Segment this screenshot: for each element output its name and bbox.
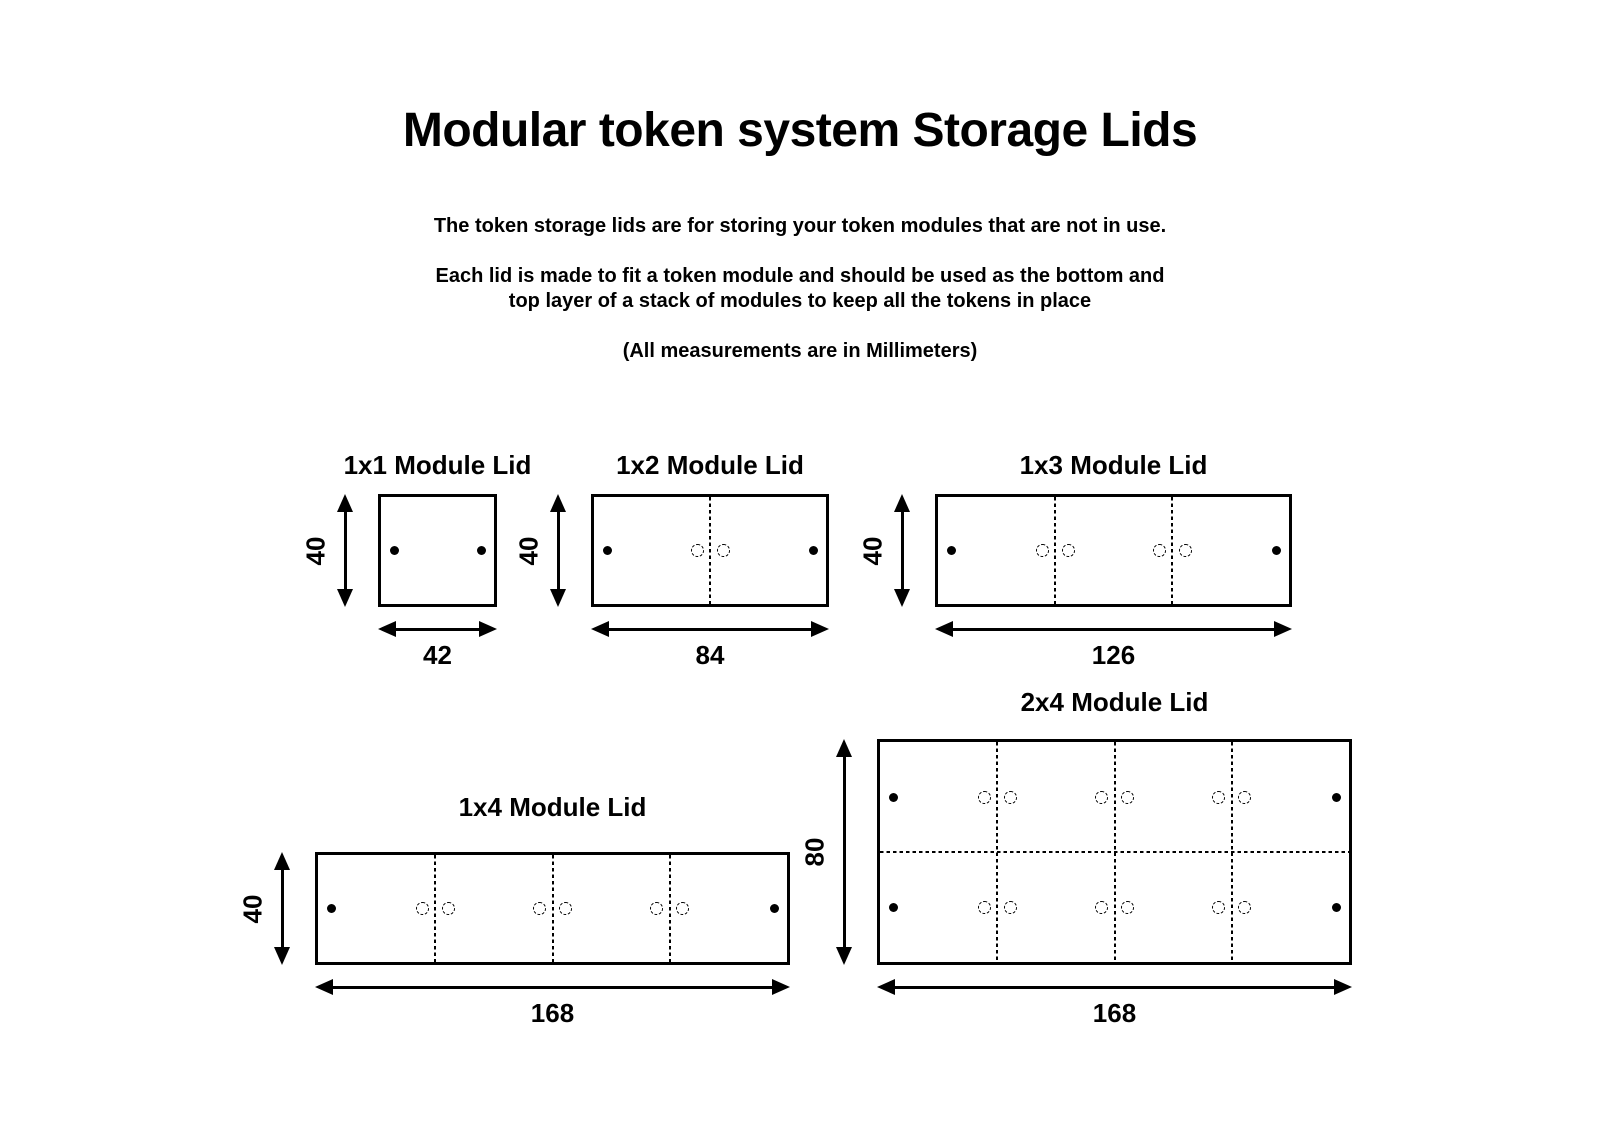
width-dimension-arrow (378, 617, 497, 641)
height-dimension-arrow (832, 739, 856, 965)
intro-line-1: The token storage lids are for storing your token modules that are not in use. (433, 215, 1167, 237)
module-divider-line (434, 855, 436, 962)
seam-hole-circle (691, 544, 704, 557)
module-divider-line (1054, 497, 1056, 604)
edge-hole-dot (327, 904, 336, 913)
edge-hole-dot (947, 546, 956, 555)
seam-hole-circle (1036, 544, 1049, 557)
edge-hole-dot (1332, 793, 1341, 802)
intro-line-2b: top layer of a stack of modules to keep all the tokens in place (508, 290, 1092, 312)
seam-hole-circle (1179, 544, 1192, 557)
width-dimension-arrow (935, 617, 1292, 641)
width-dimension-arrow (315, 975, 790, 999)
height-dimension-arrow (333, 494, 357, 607)
height-dimension-label: 40 (300, 536, 331, 565)
seam-hole-circle (1238, 901, 1251, 914)
arrow-shaft (843, 747, 846, 957)
measurement-note: (All measurements are in Millimeters) (622, 340, 978, 362)
module-title: 1x1 Module Lid (343, 450, 532, 480)
seam-hole-circle (1004, 901, 1017, 914)
height-dimension-label: 40 (857, 536, 888, 565)
height-dimension-arrow (546, 494, 570, 607)
seam-hole-circle (1004, 791, 1017, 804)
module-title: 1x4 Module Lid (458, 792, 647, 822)
arrow-shaft (557, 502, 560, 599)
width-dimension-label: 84 (695, 640, 725, 670)
module-divider-line (552, 855, 554, 962)
width-dimension-arrow (591, 617, 829, 641)
edge-hole-dot (1272, 546, 1281, 555)
width-dimension-label: 42 (423, 640, 452, 670)
seam-hole-circle (442, 902, 455, 915)
height-dimension-arrow (890, 494, 914, 607)
arrow-shaft (281, 860, 284, 957)
arrow-shaft (885, 986, 1344, 989)
module-diagram-1x4 (237, 792, 790, 1028)
arrow-shaft (386, 628, 489, 631)
height-dimension-arrow (270, 852, 294, 965)
seam-hole-circle (978, 791, 991, 804)
intro-line-2a: Each lid is made to fit a token module and should be used as the bottom and (435, 265, 1165, 287)
seam-hole-circle (650, 902, 663, 915)
width-dimension-label: 168 (1092, 998, 1137, 1028)
module-title: 1x3 Module Lid (1019, 450, 1208, 480)
seam-hole-circle (1095, 901, 1108, 914)
lid-outline (935, 494, 1292, 607)
module-divider-line (880, 851, 1349, 853)
width-dimension-label: 126 (1091, 640, 1136, 670)
arrow-shaft (901, 502, 904, 599)
edge-hole-dot (770, 904, 779, 913)
edge-hole-dot (603, 546, 612, 555)
lid-outline (877, 739, 1352, 965)
module-diagram-1x2 (513, 450, 829, 670)
seam-hole-circle (1121, 901, 1134, 914)
edge-hole-dot (1332, 903, 1341, 912)
height-dimension-label: 40 (237, 894, 268, 923)
seam-hole-circle (1238, 791, 1251, 804)
arrow-shaft (344, 502, 347, 599)
width-dimension-label: 168 (530, 998, 575, 1028)
seam-hole-circle (1212, 791, 1225, 804)
module-diagram-2x4 (799, 687, 1352, 1028)
arrow-shaft (323, 986, 782, 989)
edge-hole-dot (889, 793, 898, 802)
edge-hole-dot (889, 903, 898, 912)
arrow-shaft (943, 628, 1284, 631)
seam-hole-circle (676, 902, 689, 915)
module-diagram-1x1 (300, 450, 532, 670)
lid-outline (315, 852, 790, 965)
seam-hole-circle (1212, 901, 1225, 914)
seam-hole-circle (978, 901, 991, 914)
edge-hole-dot (809, 546, 818, 555)
width-dimension-arrow (877, 975, 1352, 999)
seam-hole-circle (416, 902, 429, 915)
module-divider-line (1171, 497, 1173, 604)
page-title: Modular token system Storage Lids (402, 104, 1198, 157)
module-title: 1x2 Module Lid (616, 450, 804, 480)
seam-hole-circle (717, 544, 730, 557)
seam-hole-circle (559, 902, 572, 915)
module-divider-line (709, 497, 711, 604)
edge-hole-dot (477, 546, 486, 555)
seam-hole-circle (1121, 791, 1134, 804)
lid-outline (591, 494, 829, 607)
module-divider-line (669, 855, 671, 962)
seam-hole-circle (533, 902, 546, 915)
height-dimension-label: 80 (799, 837, 830, 867)
arrow-shaft (599, 628, 821, 631)
seam-hole-circle (1095, 791, 1108, 804)
lid-outline (378, 494, 497, 607)
edge-hole-dot (390, 546, 399, 555)
height-dimension-label: 40 (513, 536, 544, 565)
seam-hole-circle (1153, 544, 1166, 557)
seam-hole-circle (1062, 544, 1075, 557)
module-title: 2x4 Module Lid (1020, 687, 1209, 717)
module-diagram-1x3 (857, 450, 1292, 670)
intro-line-2 (0, 264, 1600, 314)
